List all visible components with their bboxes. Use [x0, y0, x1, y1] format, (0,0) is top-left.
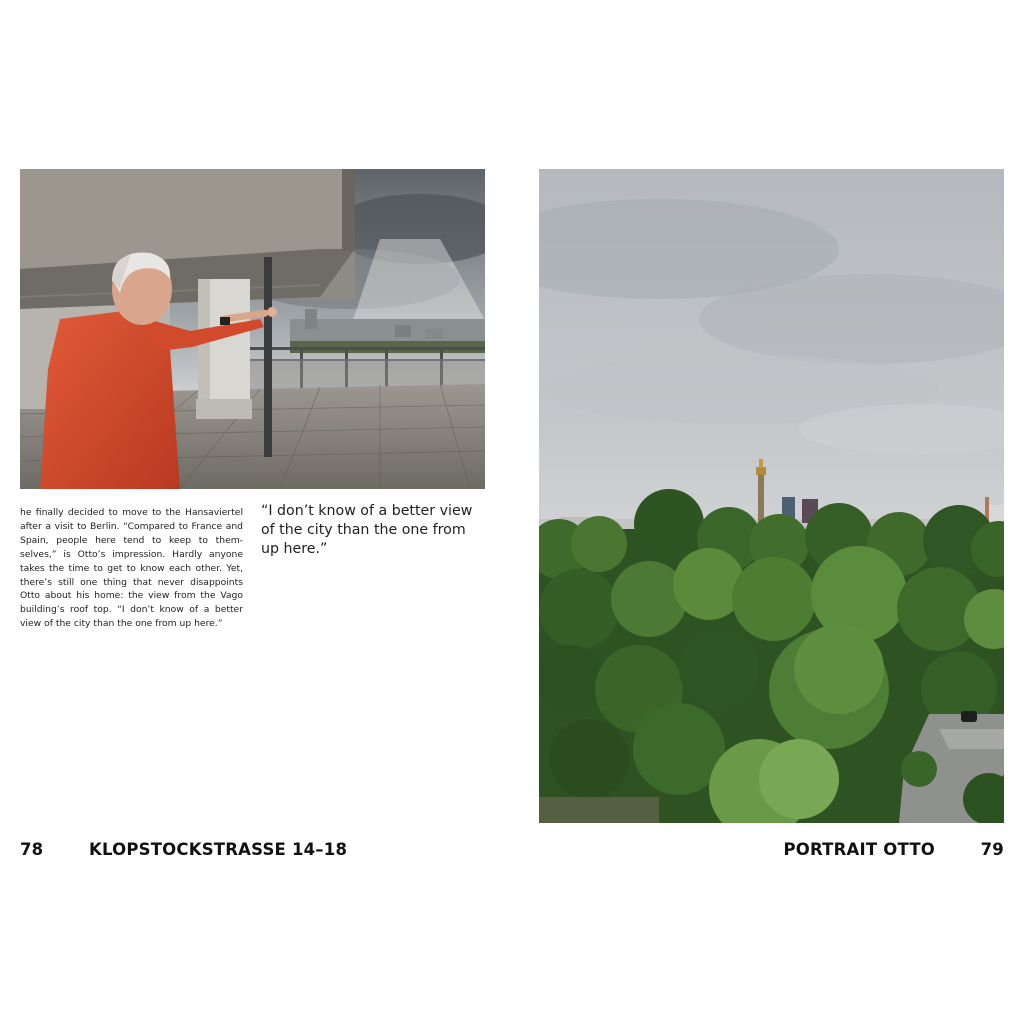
running-title-left: KLOPSTOCKSTRASSE 14–18	[89, 840, 348, 859]
rooftop-photo	[20, 169, 485, 489]
page-number-right: 79	[980, 840, 1004, 859]
running-title-right: PORTRAIT OTTO	[783, 840, 935, 859]
skyline-photo	[539, 169, 1004, 823]
body-paragraph: he finally decided to move to the Hansaviertel after a visit to Berlin. “Compared to France and Spain, people here tend to keep to them-selves,” is Otto’s impression. Hardly anyone takes the time to get to know each other. Yet, there’s still one thing that never disappoints Otto about his home: the view from the Vago building’s roof top. “I don’t know of a better view of the city than the one from up here.”	[20, 507, 243, 630]
page-number-left: 78	[20, 840, 44, 859]
pull-quote: “I don’t know of a better view of the city than the one from up here.”	[261, 503, 473, 557]
